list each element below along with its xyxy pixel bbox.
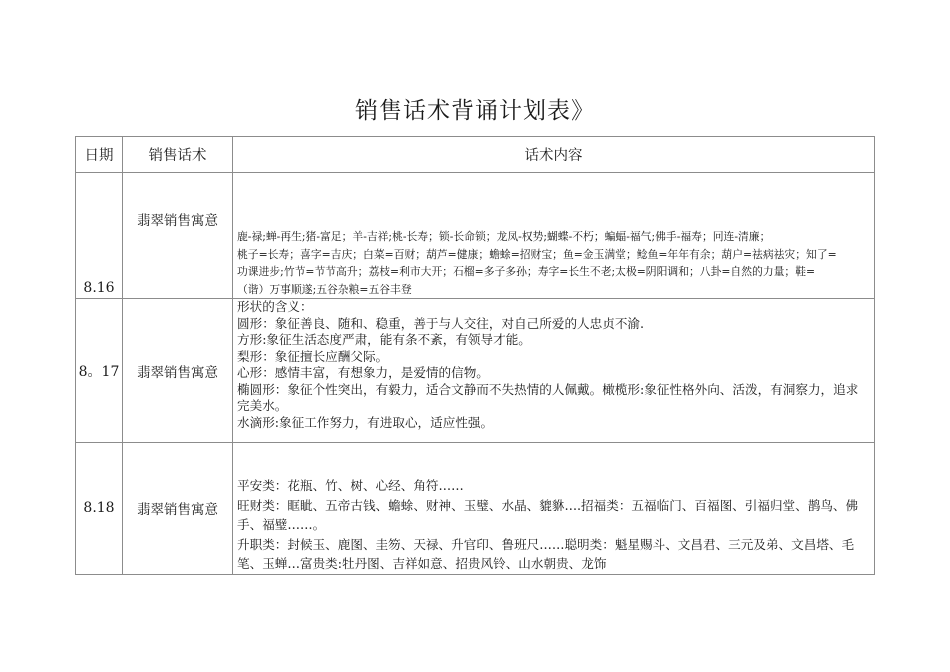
row-content <box>233 443 875 575</box>
row-content <box>233 173 875 299</box>
content-line: 鹿-禄;蝉-再生;猪-富足；羊-吉祥;桃-长寿；锁-长命锁；龙凤-权势;蝴蝶-不朽；蝙蝠-福气;佛手-福寿；冋连-清廉； <box>237 230 771 243</box>
content-line: 形状的含义： <box>237 299 313 314</box>
content-line: 升职类：封候玉、鹿图、圭笏、天禄、升官印、鲁班尺……聪明类：魁星赐斗、文昌君、三元及弟、文昌塔、毛笔、玉蝉…富贵类:牡丹图、吉祥如意、招贵风铃、山水朝贵、龙饰 <box>237 536 855 571</box>
content-line: 梨形：象征擅长应酬父际。 <box>237 348 389 364</box>
row-date: 8。17 <box>76 299 123 443</box>
content-line: 平安类：花瓶、竹、树、心经、角符…… <box>237 478 464 493</box>
table-row <box>76 173 875 299</box>
header-date: 日期 <box>76 137 123 173</box>
content-line: （谐）万事顺遂;五谷杂粮=五谷丰登 <box>237 282 412 296</box>
header-topic: 销售话术 <box>123 137 233 173</box>
content-line: 方形:象征生活态度严肃，能有条不紊，有领导才能。 <box>237 332 531 347</box>
table-row <box>76 299 875 443</box>
schedule-table <box>75 136 875 575</box>
content-line: 水滴形:象征工作努力，有进取心，适应性强。 <box>237 414 494 430</box>
row-content <box>233 299 875 443</box>
content-line: 桃子=长寿；喜字=吉庆；白菜=百财；葫芦=健康；蟾蜍=招财宝；鱼=金玉满堂；鲶鱼=年年有余；葫户=祛病祛灾；知了= <box>237 247 837 261</box>
table-header-row <box>76 137 875 173</box>
content-line: 功课进步;竹节=节节高升；荔枝=利市大开；石榴=多子多孙；寿字=长生不老;太极=阴阳调和；八卦=自然的力量；鞋= <box>237 265 816 278</box>
content-line: 圆形：象征善良、随和、稳重，善于与人交往，对自己所爱的人忠贞不渝. <box>237 315 645 331</box>
row-topic: 翡翠销售寓意 <box>123 173 233 299</box>
content-line: 椭圆形：象征个性突出，有毅力，适合文静而不失热情的人佩戴。橄榄形:象征性格外向、活泼，有洞察力，追求完美水。 <box>237 381 859 413</box>
header-content: 话术内容 <box>233 137 875 173</box>
row-topic: 翡翠销售寓意 <box>123 443 233 575</box>
content-line: 心形：感情丰富，有想象力，是爱情的信物。 <box>237 365 489 380</box>
row-date: 8.18 <box>76 443 123 575</box>
page-title: 销售话术背诵计划表》 <box>355 98 595 124</box>
row-topic: 翡翠销售寓意 <box>123 299 233 443</box>
table-row <box>76 443 875 575</box>
row-date: 8.16 <box>76 173 123 299</box>
content-line: 旺财类：眶眦、五帝古钱、蟾蜍、财神、玉璧、水晶、貔貅….招福类：五福临门、百福图、引福归堂、鹊鸟、佛手、福璧……。 <box>237 497 859 532</box>
